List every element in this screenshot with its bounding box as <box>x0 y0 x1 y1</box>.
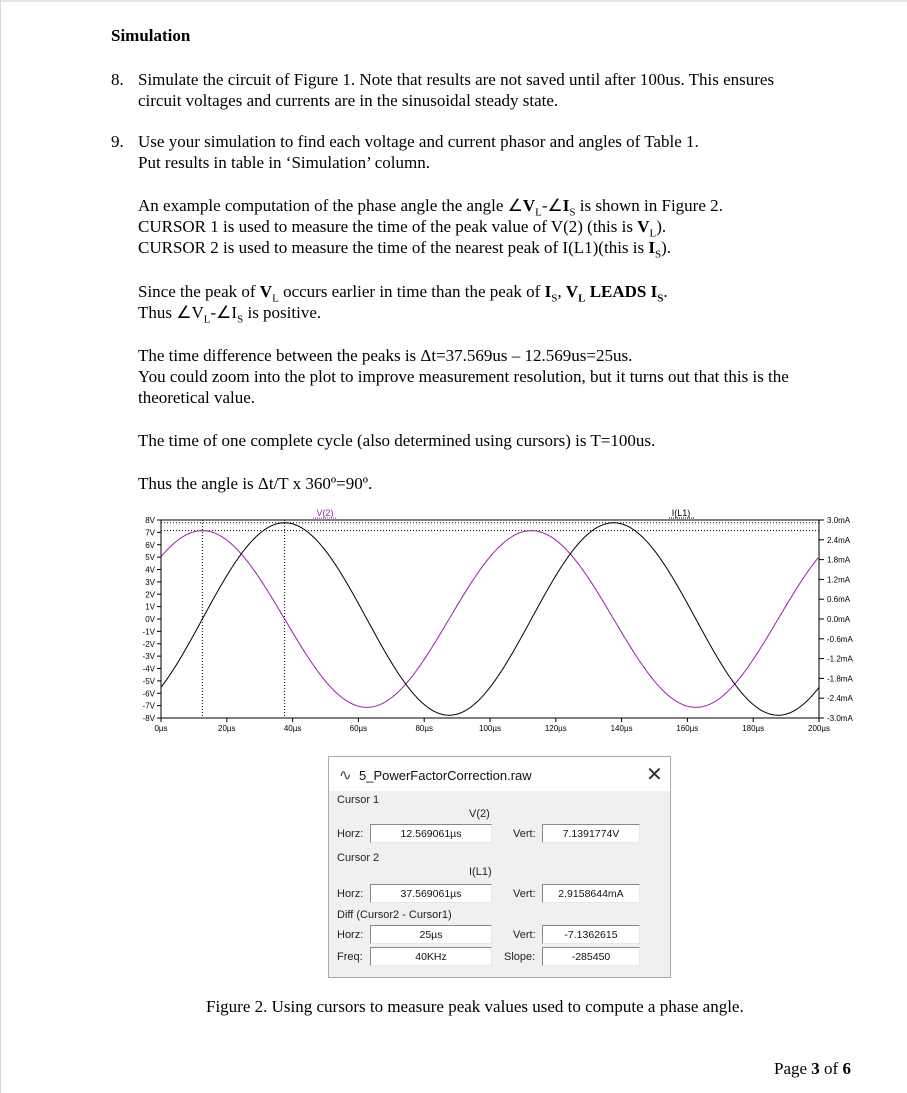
cursor2-vert-field[interactable]: 2.9158644mA <box>542 884 640 903</box>
diff-horz-field[interactable]: 25µs <box>370 925 492 944</box>
legend-v2: V(2) <box>316 508 334 518</box>
x-tick-label: 100µs <box>479 724 501 733</box>
diff-vert-field[interactable]: -7.1362615 <box>542 925 640 944</box>
slope-field[interactable]: -285450 <box>542 947 640 966</box>
left-y-tick-label: -5V <box>142 676 155 686</box>
example-line-1: An example computation of the phase angle the angle $\angle V_L-\angle I_S$ is shown in Figure 2. <box>138 196 723 219</box>
left-y-tick-label: -4V <box>142 664 155 674</box>
cycle-text: The time of one complete cycle (also determined using cursors) is T=100us. <box>138 431 656 450</box>
left-y-tick-label: 5V <box>145 553 155 563</box>
x-tick-label: 20µs <box>218 724 236 733</box>
cursor1-horz-label: Horz: <box>337 828 364 840</box>
freq-field[interactable]: 40KHz <box>370 947 492 966</box>
left-y-tick-label: -2V <box>142 639 155 649</box>
left-y-tick-label: 2V <box>145 590 155 600</box>
left-y-tick-label: 4V <box>145 565 155 575</box>
x-tick-label: 80µs <box>415 724 433 733</box>
since-line-1: Since the peak of $V_L$ occurs earlier in time than the peak of $I_S$, $V_L$ LEADS $I_S$. <box>138 282 668 305</box>
difference-line: The time difference between the peaks is Δt=37.569us – 12.569us=25us. <box>138 346 633 365</box>
left-y-tick-label: 3V <box>145 577 155 587</box>
right-y-tick-label: 0.0mA <box>827 615 851 624</box>
page-top-border <box>0 0 907 2</box>
left-y-tick-label: -1V <box>142 627 155 637</box>
cursor2-trace: I(L1) <box>469 866 492 878</box>
series-line-V(2) <box>161 531 819 708</box>
x-tick-label: 60µs <box>349 724 368 733</box>
cursor2-horz-field[interactable]: 37.569061µs <box>370 884 492 903</box>
x-tick-label: 40µs <box>283 724 302 733</box>
waveform-plot <box>130 505 853 745</box>
item-number: 9. <box>111 132 124 151</box>
cursor1-vert-field[interactable]: 7.1391774V <box>542 824 640 843</box>
item-text-line: Put results in table in ‘Simulation’ column. <box>138 153 430 172</box>
left-y-tick-label: -8V <box>142 714 155 723</box>
right-y-tick-label: -1.2mA <box>827 654 853 664</box>
cursor1-horz-field[interactable]: 12.569061µs <box>370 824 492 843</box>
diff-label: Diff (Cursor2 - Cursor1) <box>337 909 452 921</box>
right-y-tick-label: 3.0mA <box>827 516 851 525</box>
item-text-line: circuit voltages and currents are in the sinusoidal steady state. <box>138 91 559 110</box>
diff-horz-label: Horz: <box>337 929 364 941</box>
freq-label: Freq: <box>337 951 363 963</box>
diff-vert-label: Vert: <box>513 929 536 941</box>
item-text-line: Simulate the circuit of Figure 1. Note that results are not saved until after 100us. This ensures <box>138 70 775 89</box>
left-y-tick-label: 7V <box>145 528 155 538</box>
x-tick-label: 140µs <box>610 724 633 733</box>
section-title: Simulation <box>111 26 191 45</box>
right-y-tick-label: 0.6mA <box>827 595 851 605</box>
dialog-body <box>329 791 670 977</box>
x-tick-label: 160µs <box>676 724 699 733</box>
cursor1-vert-label: Vert: <box>513 828 536 840</box>
difference-line: You could zoom into the plot to improve measurement resolution, but it turns out that this is the <box>138 367 789 386</box>
cursor2-horz-label: Horz: <box>337 888 364 900</box>
angle-text: Thus the angle is Δt/T x 360º=90º. <box>138 474 373 493</box>
x-tick-label: 180µs <box>742 724 765 733</box>
since-line-2: Thus $\angle V_L-\angle I_S$ is positive. <box>138 303 322 326</box>
dialog-title: 5_PowerFactorCorrection.raw <box>359 768 532 783</box>
waveform-app-icon: ∿ <box>339 767 352 784</box>
series-line-I(L1) <box>161 523 819 715</box>
right-y-tick-label: -2.4mA <box>827 694 853 704</box>
cursor1-trace: V(2) <box>469 808 490 820</box>
left-y-tick-label: 0V <box>145 615 155 624</box>
close-icon[interactable]: ✕ <box>646 764 663 786</box>
cursor2-label: Cursor 2 <box>337 852 380 864</box>
cursor-dialog <box>328 756 671 978</box>
figure-caption: Figure 2. Using cursors to measure peak values used to compute a phase angle. <box>206 997 744 1016</box>
left-y-tick-label: -3V <box>142 652 155 662</box>
example-line-2: CURSOR 1 is used to measure the time of the peak value of V(2) (this is $V_L$). <box>138 217 667 240</box>
x-tick-label: 120µs <box>544 724 567 733</box>
plot-frame <box>161 520 819 718</box>
cursor2-vert-label: Vert: <box>513 888 536 900</box>
difference-line: theoretical value. <box>138 388 256 407</box>
right-y-tick-label: 2.4mA <box>827 535 851 545</box>
right-y-tick-label: -3.0mA <box>827 714 853 723</box>
example-line-3: CURSOR 2 is used to measure the time of the nearest peak of I(L1)(this is $I_S$). <box>138 238 672 261</box>
left-y-tick-label: 8V <box>145 516 155 525</box>
page-number: Page 3 of 6 <box>774 1059 851 1078</box>
x-tick-label: 200µs <box>808 724 830 733</box>
right-y-tick-label: 1.8mA <box>827 555 851 565</box>
legend-il1: I(L1) <box>671 508 691 518</box>
left-y-tick-label: -6V <box>142 689 155 699</box>
right-y-tick-label: -1.8mA <box>827 674 853 684</box>
page-left-border <box>0 0 1 1093</box>
slope-label: Slope: <box>504 951 536 963</box>
item-text-line: Use your simulation to find each voltage and current phasor and angles of Table 1. <box>138 132 699 151</box>
dialog-titlebar[interactable] <box>329 757 670 791</box>
left-y-tick-label: -7V <box>142 701 155 711</box>
cursor1-label: Cursor 1 <box>337 794 380 806</box>
left-y-tick-label: 1V <box>145 602 155 612</box>
item-number: 8. <box>111 70 124 89</box>
right-y-tick-label: 1.2mA <box>827 575 851 585</box>
x-tick-label: 0µs <box>154 724 168 733</box>
left-y-tick-label: 6V <box>145 540 155 550</box>
right-y-tick-label: -0.6mA <box>827 634 853 644</box>
